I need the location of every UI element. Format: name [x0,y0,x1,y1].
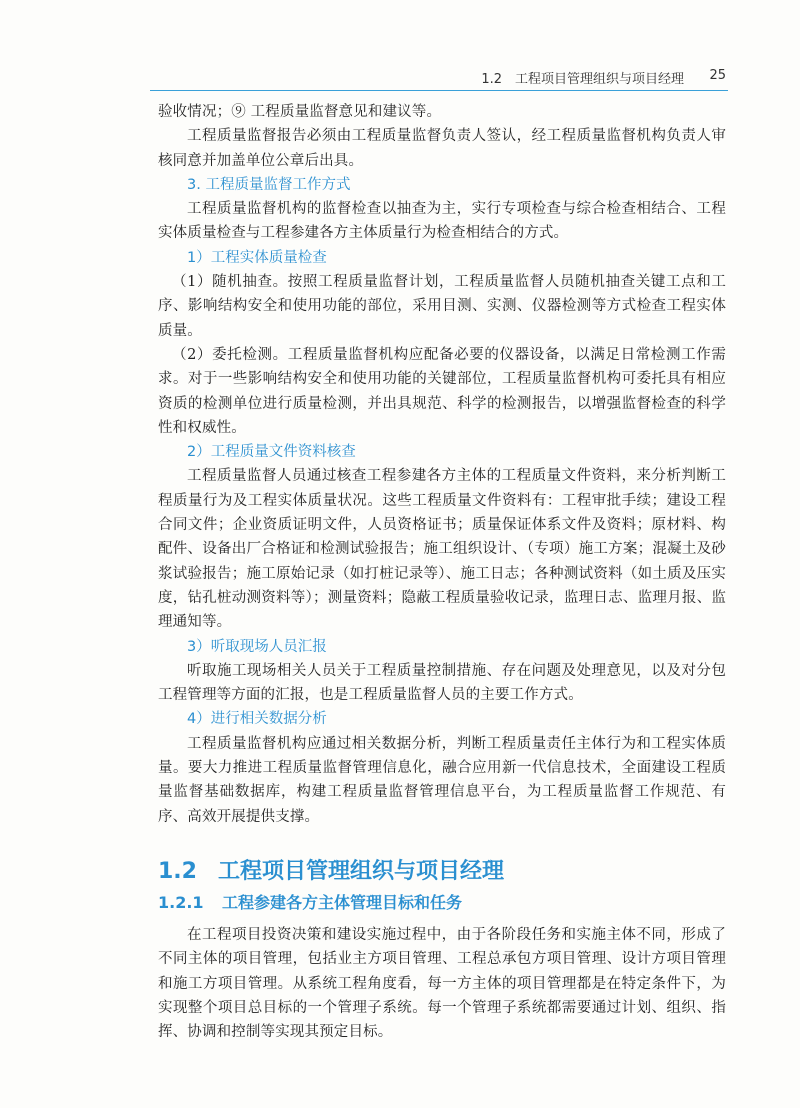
heading-entity-quality-check: 1）工程实体质量检查 [187,249,327,266]
subsection-heading [158,889,726,917]
page-number: 25 [709,68,726,83]
heading-monitoring-methods: 3. 工程质量监督工作方式 [187,176,351,193]
page-body [158,100,726,1044]
paragraph: （2）委托检测。工程质量监督机构应配备必要的仪器设备，以满足日常检测工作需求。对于一些影响结构安全和使用功能的关键部位，工程质量监督机构可委托具有相应资质的检测单位进行质量检测，并出具规范、科学的检测报告，以增强监督检查的科学性和权威性。 [158,346,726,436]
subsection-title: 工程参建各方主体管理目标和任务 [222,892,463,912]
paragraph: （1）随机抽查。按照工程质量监督计划，工程质量监督人员随机抽查关键工点和工序、影响结构安全和使用功能的部位，采用目测、实测、仪器检测等方式检查工程实体质量。 [158,274,726,339]
paragraph: 验收情况；⑨ 工程质量监督意见和建议等。 [158,104,442,120]
paragraph: 听取施工现场相关人员关于工程质量控制措施、存在问题及处理意见，以及对分包工程管理等方面的汇报，也是工程质量监督人员的主要工作方式。 [158,662,726,704]
section-heading [158,855,726,889]
paragraph: 工程质量监督人员通过核查工程参建各方主体的工程质量文件资料，来分析判断工程质量行为及工程实体质量状况。这些工程质量文件资料有：工程审批手续；建设工程合同文件；企业资质证明文件，人员资格证书；质量保证体系文件及资料；原材料、构配件、设备出厂合格证和检测试验报告；施工组织设计、（专项）施工方案；混凝土及砂浆试验报告；施工原始记录（如打桩记录等）、施工日志；各种测试资料（如土质及压实度，钻孔桩动测资料等）；测量资料；隐蔽工程质量验收记录，监理日志、监理月报、监理通知等。 [158,468,726,631]
section-number: 1.2 [158,858,197,884]
subsection-number: 1.2.1 [158,892,204,912]
heading-site-reports: 3）听取现场人员汇报 [187,638,327,655]
paragraph: 工程质量监督报告必须由工程质量监督负责人签认，经工程质量监督机构负责人审核同意并加盖单位公章后出具。 [158,128,726,169]
paragraph: 工程质量监督机构的监督检查以抽查为主，实行专项检查与综合检查相结合、工程实体质量检查与工程参建各方主体质量行为检查相结合的方式。 [158,201,726,242]
heading-document-review: 2）工程质量文件资料核查 [187,444,356,461]
paragraph: 在工程项目投资决策和建设实施过程中，由于各阶段任务和实施主体不同，形成了不同主体的项目管理，包括业主方项目管理、工程总承包方项目管理、设计方项目管理和施工方项目管理。从系统工程角度看，每一方主体的项目管理都是在特定条件下，为实现整个项目总目标的一个管理子系统。每一个管理子系统都需要通过计划、组织、指挥、协调和控制等实现其预定目标。 [158,926,726,1041]
heading-data-analysis: 4）进行相关数据分析 [187,711,327,728]
paragraph: 工程质量监督机构应通过相关数据分析，判断工程质量责任主体行为和工程实体质量。要大力推进工程质量监督管理信息化，融合应用新一代信息技术，全面建设工程质量监督基础数据库，构建工程质量监督管理信息平台，为工程质量监督工作规范、有序、高效开展提供支撑。 [158,735,726,825]
header-title: 1.2 工程项目管理组织与项目经理 [481,72,684,87]
section-title: 工程项目管理组织与项目经理 [218,858,505,884]
running-header [150,68,728,91]
